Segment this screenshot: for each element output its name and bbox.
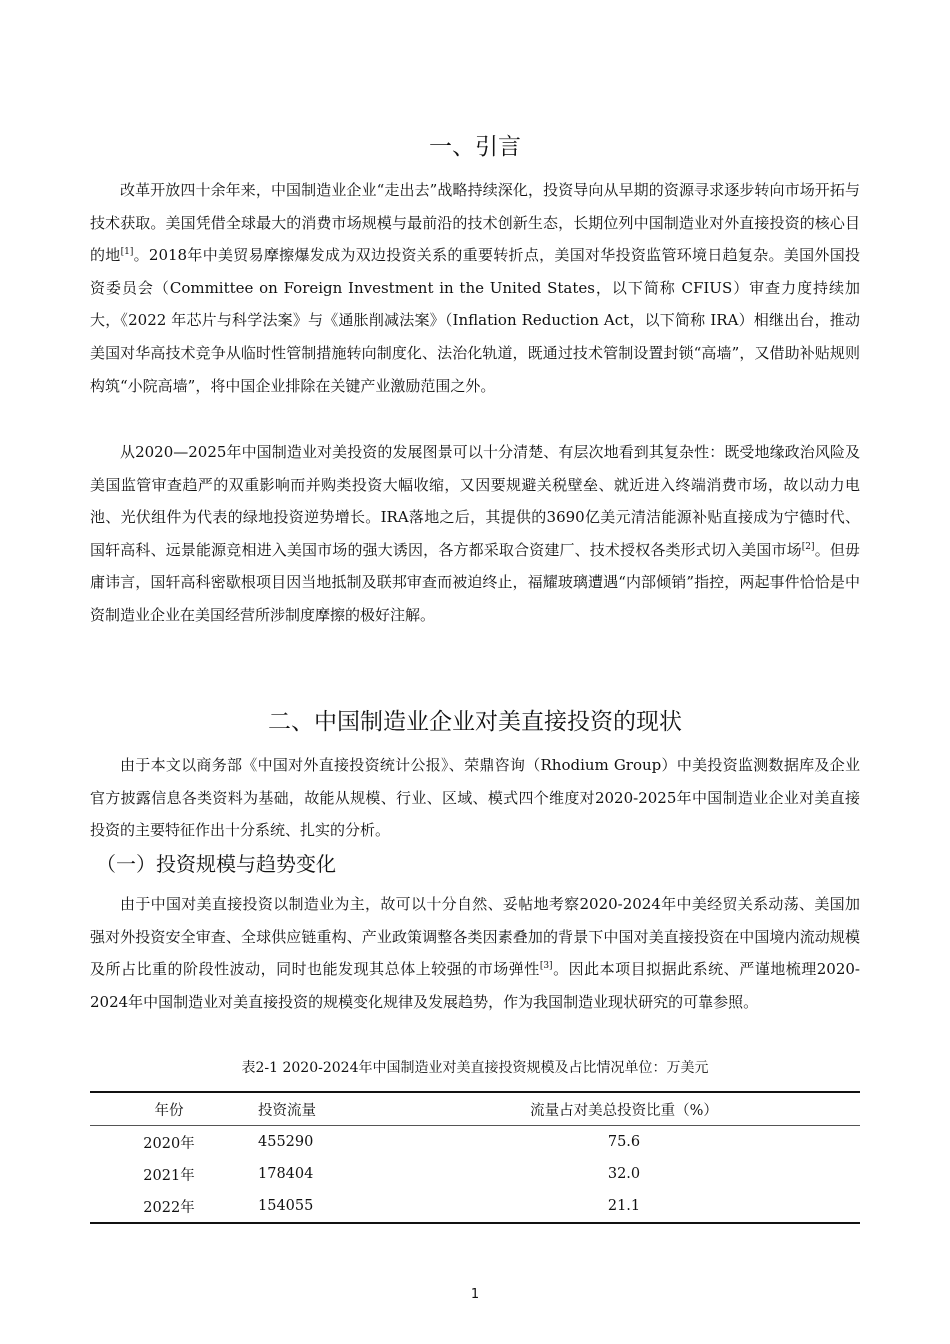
intro-p1-text-a: 改革开放四十余年来，中国制造业企业“走出去”战略持续深化，投资导向从早期的资源寻求逐步转向市场开拓与技术获取。美国凭借全球最大的消费市场规模与最前沿的技术创新生态，长期位列中国制造业对外直接投资的核心目的地 bbox=[90, 181, 860, 265]
cell-share: 21.1 bbox=[607, 1198, 641, 1214]
header-year: 年份 bbox=[90, 1092, 248, 1126]
cell-year: 2022年 bbox=[143, 1199, 195, 1216]
status-paragraph-1: 由于本文以商务部《中国对外直接投资统计公报》、荣鼎咨询（Rhodium Group）中美投资监测数据库及企业官方披露信息各类资料为基础，故能从规模、行业、区域、模式四个维度对2020-2025年中国制造业企业对美直接投资的主要特征作出十分系统、扎实的分析。 bbox=[90, 756, 860, 840]
table-row bbox=[90, 1126, 860, 1159]
citation-1: [1] bbox=[120, 247, 134, 258]
header-share: 流量占对美总投资比重（%） bbox=[388, 1092, 860, 1126]
subsection-heading-scale: （一）投资规模与趋势变化 bbox=[96, 852, 336, 876]
investment-table bbox=[90, 1091, 860, 1224]
intro-p2-text-a: 从2020—2025年中国制造业对美投资的发展图景可以十分清楚、有层次地看到其复杂性：既受地缘政治风险及美国监管审查趋严的双重影响而并购类投资大幅收缩，又因要规避关税壁垒、就近进入终端消费市场，故以动力电池、光伏组件为代表的绿地投资逆势增长。IRA落地之后，其提供的3690亿美元清洁能源补贴直接成为宁德时代、国轩高科、远景能源竞相进入美国市场的强大诱因，各方都采取合资建厂、技术授权各类形式切入美国市场 bbox=[90, 443, 860, 559]
scale-p-text-a: 由于中国对美直接投资以制造业为主，故可以十分自然、妥帖地考察2020-2024年中美经贸关系动荡、美国加强对外投资安全审查、全球供应链重构、产业政策调整各类因素叠加的背景下中国对美直接投资在中国境内流动规模及所占比重的阶段性波动，同时也能发现其总体上较强的市场弹性 bbox=[90, 895, 860, 979]
intro-paragraph-1 bbox=[90, 174, 860, 402]
page-number: 1 bbox=[470, 1287, 480, 1302]
cell-flow: 178404 bbox=[258, 1166, 314, 1182]
section-heading-status: 二、中国制造业企业对美直接投资的现状 bbox=[268, 709, 682, 735]
header-flow: 投资流量 bbox=[248, 1092, 388, 1126]
intro-p1-text-b: 。2018年中美贸易摩擦爆发成为双边投资关系的重要转折点，美国对华投资监管环境日趋复杂。美国外国投资委员会（Committee on Foreign Investment in the United States，以下简称 CFIUS）审查力度持续加大，《2022 年芯片与科学法案》与《通胀削减法案》（Inflation Reduction Act，以下简称 IRA）相继出台，推动美国对华高技术竞争从临时性管制措施转向制度化、法治化轨道，既通过技术管制设置封锁“高墙”，又借助补贴规则构筑“小院高墙”，将中国企业排除在关键产业激励范围之外。 bbox=[90, 246, 860, 395]
cell-share: 32.0 bbox=[607, 1166, 641, 1182]
table-row bbox=[90, 1158, 860, 1190]
cell-share: 75.6 bbox=[607, 1134, 641, 1150]
section-heading-introduction: 一、引言 bbox=[429, 134, 521, 160]
cell-year: 2020年 bbox=[143, 1135, 195, 1152]
table-row bbox=[90, 1190, 860, 1223]
scale-p-text-b: 。因此本项目拟据此系统、严谨地梳理2020-2024年中国制造业对美直接投资的规模变化规律及发展趋势，作为我国制造业现状研究的可靠参照。 bbox=[90, 960, 860, 1011]
scale-paragraph bbox=[90, 888, 860, 1018]
cell-flow: 455290 bbox=[258, 1134, 314, 1150]
intro-paragraph-2 bbox=[90, 436, 860, 632]
table-header-row bbox=[90, 1092, 860, 1126]
citation-2: [2] bbox=[801, 541, 815, 552]
cell-flow: 154055 bbox=[258, 1198, 314, 1214]
citation-3: [3] bbox=[539, 961, 553, 972]
intro-p2-text-b: 。但毋庸讳言，国轩高科密歇根项目因当地抵制及联邦审查而被迫终止，福耀玻璃遭遇“内部倾销”指控，两起事件恰恰是中资制造业企业在美国经营所涉制度摩擦的极好注解。 bbox=[90, 540, 860, 624]
cell-year: 2021年 bbox=[143, 1167, 195, 1184]
table-caption: 表2-1 2020-2024年中国制造业对美直接投资规模及占比情况单位：万美元 bbox=[241, 1060, 709, 1076]
